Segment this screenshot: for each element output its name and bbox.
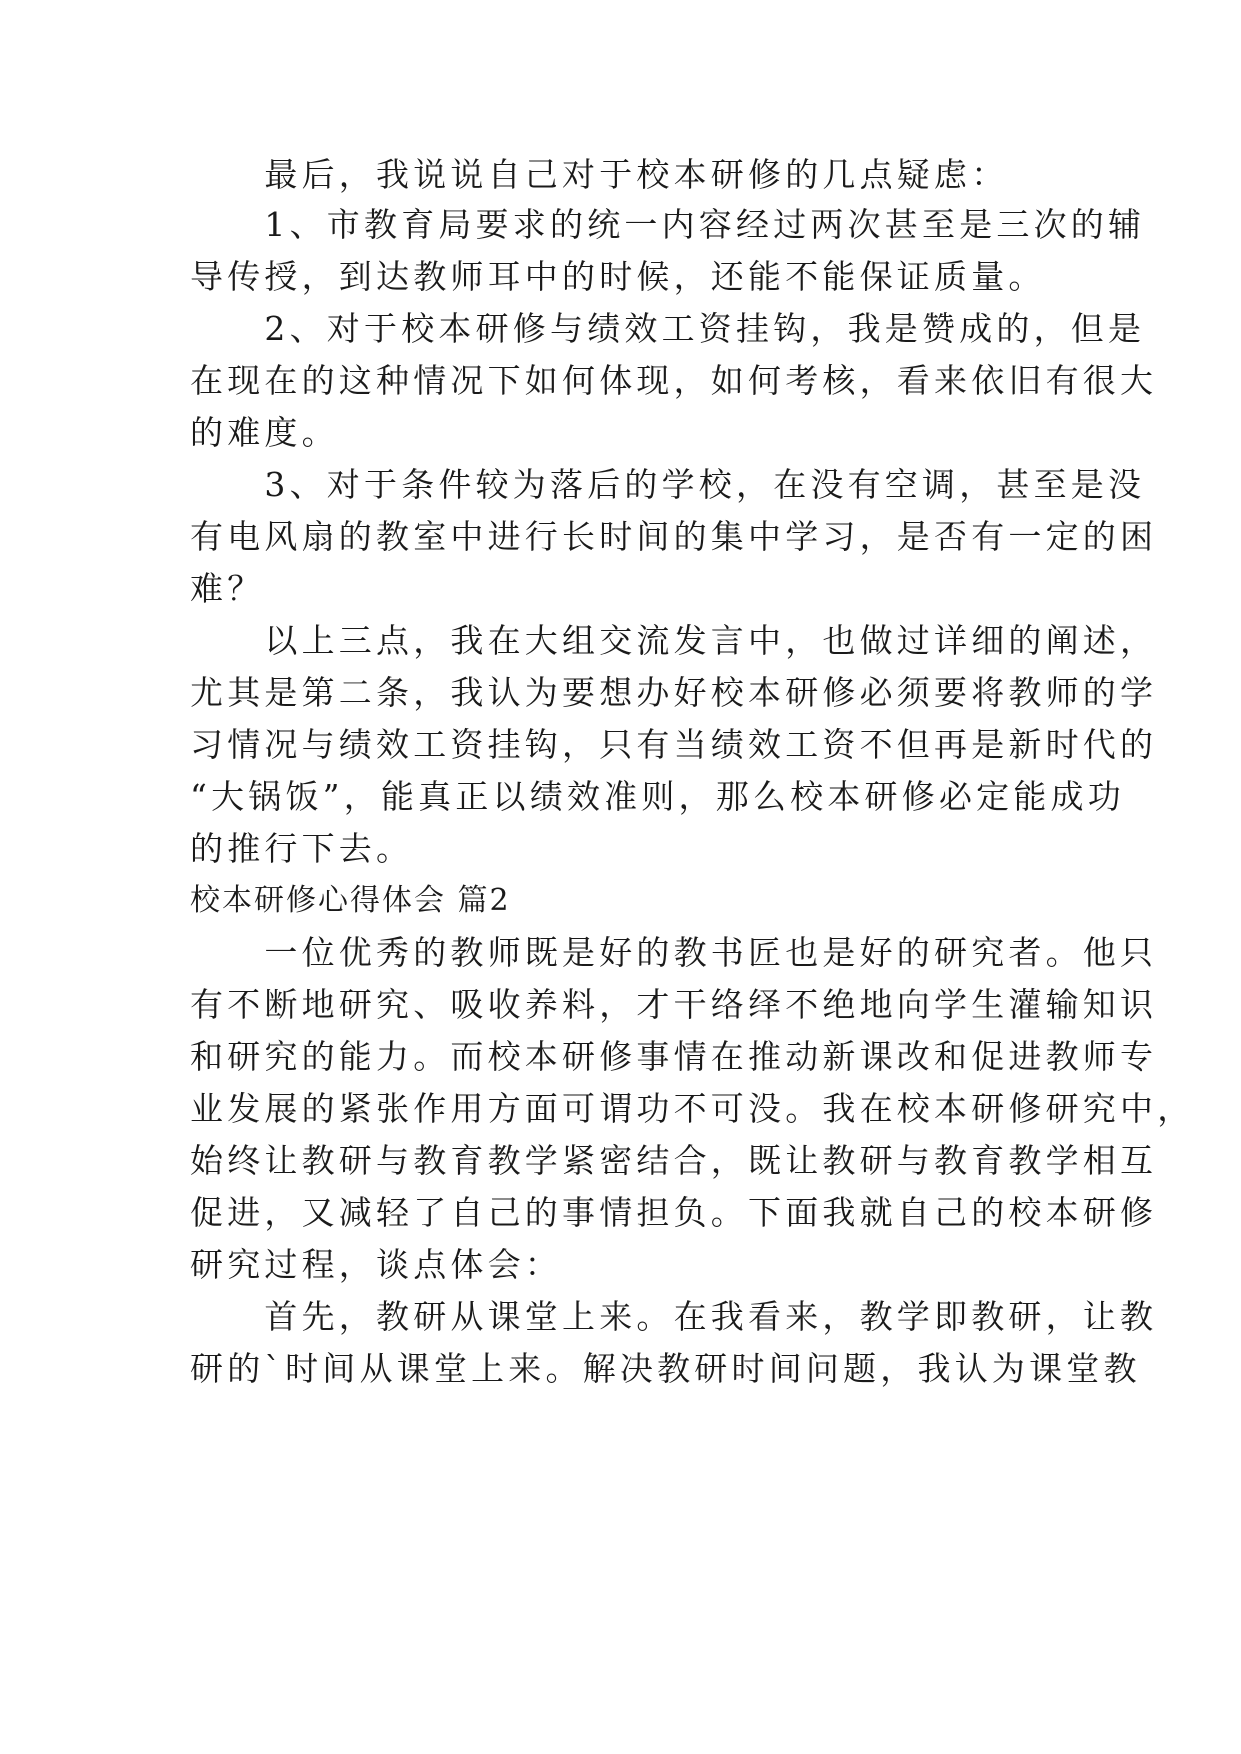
text-line: 有不断地研究、吸收养料，才干络绎不绝地向学生灌输知识 xyxy=(190,985,1158,1024)
text-line: 促进，又减轻了自己的事情担负。下面我就自己的校本研修 xyxy=(190,1193,1158,1232)
text-line: 研的`时间从课堂上来。解决教研时间问题，我认为课堂教 xyxy=(190,1349,1141,1388)
text-line: 的难度。 xyxy=(190,413,339,452)
text-line: 难？ xyxy=(190,569,265,608)
text-line: 2、对于校本研修与绩效工资挂钩，我是赞成的，但是 xyxy=(190,309,1146,348)
text-line: 以上三点，我在大组交流发言中，也做过详细的阐述， xyxy=(190,621,1158,660)
text-line: 有电风扇的教室中进行长时间的集中学习，是否有一定的困 xyxy=(190,517,1158,556)
text-line: 习情况与绩效工资挂钩，只有当绩效工资不但再是新时代的 xyxy=(190,725,1158,764)
text-line: 的推行下去。 xyxy=(190,829,414,868)
text-line: 3、对于条件较为落后的学校，在没有空调，甚至是没 xyxy=(190,465,1146,504)
text-line: 和研究的能力。而校本研修事情在推动新课改和促进教师专 xyxy=(190,1037,1158,1076)
text-line: 1、市教育局要求的统一内容经过两次甚至是三次的辅 xyxy=(190,205,1146,244)
text-line: 在现在的这种情况下如何体现，如何考核，看来依旧有很大 xyxy=(190,361,1158,400)
text-line: 导传授，到达教师耳中的时候，还能不能保证质量。 xyxy=(190,257,1046,296)
text-line: 业发展的紧张作用方面可谓功不可没。我在校本研修研究中， xyxy=(190,1089,1195,1128)
text-line: 尤其是第二条，我认为要想办好校本研修必须要将教师的学 xyxy=(190,673,1158,712)
text-line: “大锅饭”，能真正以绩效准则，那么校本研修必定能成功 xyxy=(190,777,1125,816)
text-line: 一位优秀的教师既是好的教书匠也是好的研究者。他只 xyxy=(190,933,1158,972)
text-line: 始终让教研与教育教学紧密结合，既让教研与教育教学相互 xyxy=(190,1141,1158,1180)
text-line: 最后，我说说自己对于校本研修的几点疑虑： xyxy=(190,155,1009,194)
text-line: 首先，教研从课堂上来。在我看来，教学即教研，让教 xyxy=(190,1297,1158,1336)
text-line: 研究过程，谈点体会： xyxy=(190,1245,562,1284)
section-heading: 校本研修心得体会 篇2 xyxy=(190,883,511,918)
